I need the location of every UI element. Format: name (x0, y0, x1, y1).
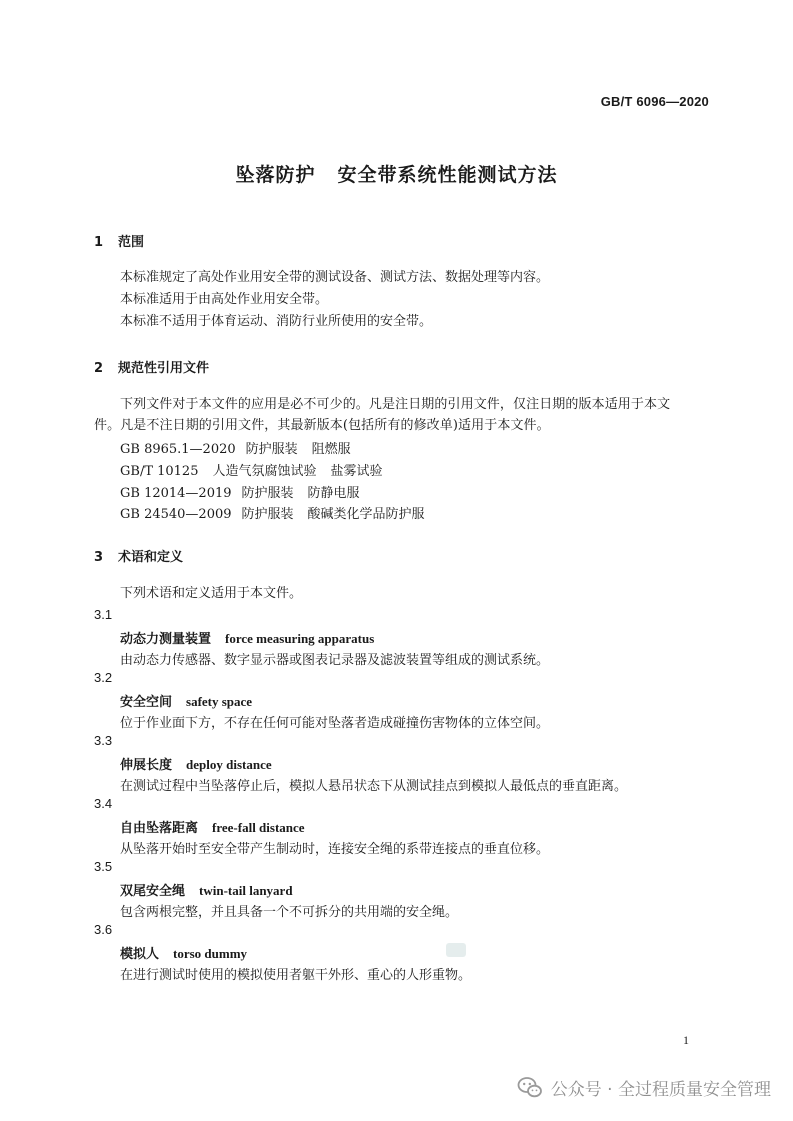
reference-item (120, 503, 425, 522)
term-zh: 安全空间 (120, 695, 173, 710)
term-entry (120, 628, 374, 647)
scope-paragraph: 本标准不适用于体育运动、消防行业所使用的安全带。 (120, 314, 433, 329)
page-number: 1 (683, 1033, 689, 1047)
scope-paragraph: 本标准规定了高处作业用安全带的测试设备、测试方法、数据处理等内容。 (120, 270, 550, 285)
references-intro (94, 394, 714, 436)
reference-title-b: 防静电服 (307, 486, 360, 501)
section-number: 3 (94, 550, 104, 565)
term-entry (120, 943, 247, 962)
clause-number: 3.2 (94, 670, 113, 685)
reference-code: GB 24540—2009 (120, 507, 232, 522)
term-en: torso dummy (173, 946, 248, 961)
title-part-2: 安全带系统性能测试方法 (337, 164, 558, 186)
term-en: deploy distance (186, 757, 272, 772)
clause-number: 3.1 (94, 607, 113, 622)
section-title: 规范性引用文件 (118, 361, 210, 376)
intro-line: 下列文件对于本文件的应用是必不可少的。凡是注日期的引用文件，仅注日期的版本适用于本文 (120, 397, 671, 412)
clause-number: 3.3 (94, 733, 113, 748)
section-number: 2 (94, 361, 104, 376)
term-en: safety space (186, 694, 253, 709)
title-part-1: 坠落防护 (235, 164, 316, 186)
section-2-heading (94, 357, 209, 376)
document-title (0, 160, 793, 187)
term-en: force measuring apparatus (225, 631, 375, 646)
term-definition: 包含两根完整，并且具备一个不可拆分的共用端的安全绳。 (120, 905, 459, 920)
reference-item (120, 438, 351, 457)
standard-number: GB/T 6096—2020 (600, 94, 709, 109)
term-zh: 自由坠落距离 (120, 821, 199, 836)
term-en: twin-tail lanyard (199, 883, 293, 898)
reference-title-a: 防护服装 (241, 507, 294, 522)
terms-intro: 下列术语和定义适用于本文件。 (120, 586, 303, 601)
reference-title-a: 防护服装 (241, 486, 294, 501)
reference-item (120, 460, 383, 479)
reference-code: GB 12014—2019 (120, 486, 232, 501)
term-definition: 从坠落开始时至安全带产生制动时，连接安全绳的系带连接点的垂直位移。 (120, 842, 550, 857)
term-definition: 由动态力传感器、数字显示器或图表记录器及滤波装置等组成的测试系统。 (120, 653, 550, 668)
term-definition: 在测试过程中当坠落停止后，模拟人悬吊状态下从测试挂点到模拟人最低点的垂直距离。 (120, 779, 628, 794)
term-entry (120, 817, 305, 836)
reference-title-a: 人造气氛腐蚀试验 (212, 464, 317, 479)
section-title: 术语和定义 (118, 550, 184, 565)
section-number: 1 (94, 235, 104, 250)
faint-stamp-mark (445, 939, 467, 961)
reference-title-a: 防护服装 (245, 442, 298, 457)
reference-title-b: 酸碱类化学品防护服 (307, 507, 425, 522)
scope-paragraph: 本标准适用于由高处作业用安全带。 (120, 292, 329, 307)
term-entry (120, 880, 293, 899)
term-definition: 位于作业面下方，不存在任何可能对坠落者造成碰撞伤害物体的立体空间。 (120, 716, 550, 731)
intro-line: 件。凡是不注日期的引用文件，其最新版本(包括所有的修改单)适用于本文件。 (94, 418, 550, 433)
section-title: 范围 (118, 235, 145, 250)
reference-code: GB 8965.1—2020 (120, 442, 236, 457)
clause-number: 3.6 (94, 922, 113, 937)
clause-number: 3.4 (94, 796, 113, 811)
reference-code: GB/T 10125 (120, 464, 199, 479)
watermark (517, 1074, 771, 1100)
reference-title-b: 盐雾试验 (330, 464, 383, 479)
clause-number: 3.5 (94, 859, 113, 874)
section-1-heading (94, 231, 144, 250)
term-definition: 在进行测试时使用的模拟使用者躯干外形、重心的人形重物。 (120, 968, 472, 983)
term-zh: 伸展长度 (120, 758, 173, 773)
wechat-icon (517, 1074, 543, 1100)
term-zh: 模拟人 (120, 947, 160, 962)
reference-item (120, 482, 360, 501)
term-zh: 动态力测量装置 (120, 632, 212, 647)
watermark-text: 公众号 · 全过程质量安全管理 (550, 1079, 771, 1100)
term-entry (120, 691, 252, 710)
section-3-heading (94, 546, 183, 565)
term-zh: 双尾安全绳 (120, 884, 186, 899)
term-entry (120, 754, 272, 773)
reference-title-b: 阻燃服 (311, 442, 351, 457)
term-en: free-fall distance (212, 820, 305, 835)
